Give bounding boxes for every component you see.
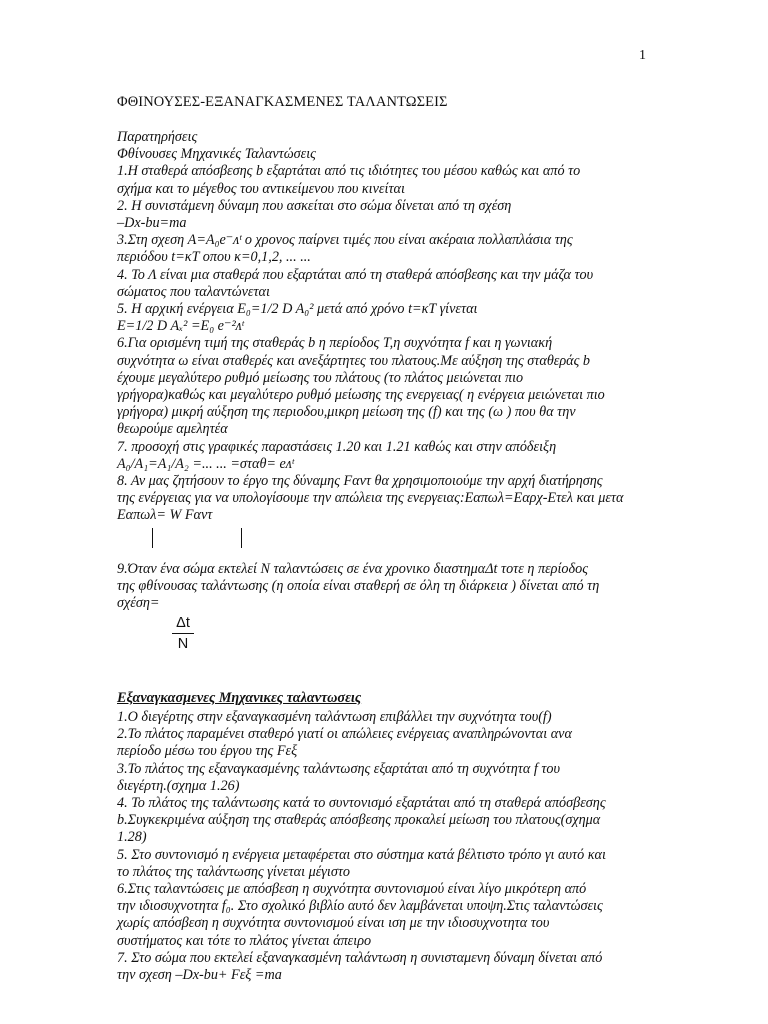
text-line: E=1/2 D Aₓ² =E₀ e⁻²ᴧᵗ	[117, 318, 244, 335]
text-line: την ιδιοσυχνοτητα f₀. Στο σχολικό βιβλίο αυτό δεν λαμβάνεται υπoψη.Στις ταλαντώσεις	[117, 898, 603, 915]
fraction-numerator: Δt	[176, 615, 190, 631]
text-line: έχουμε μεγαλύτερο ρυθμό μείωσης του πλάτους (το πλάτος μειώνεται πιο	[117, 369, 524, 386]
fraction-denominator: N	[177, 636, 189, 652]
text-line: 7. προσοχή στις γραφικές παραστάσεις 1.20 και 1.21 καθώς και στην απόδειξη	[117, 438, 557, 455]
absolute-value-bars	[150, 528, 250, 550]
text-line: της φθίνουσας ταλάντωσης (η οποία είναι σταθερή σε όλη τη διάρκεια ) δίνεται από τη	[117, 578, 600, 595]
text-line: σχέση=	[117, 595, 160, 612]
forced-oscillations-notes	[117, 709, 657, 984]
forced-oscillations-heading: Εξαναγκασμενες Μηχανικες ταλαντωσεις	[117, 690, 362, 706]
text-line: –Dx-bu=ma	[117, 215, 187, 232]
text-line: 5. Η αρχική ενέργεια E₀=1/2 D A₀² μετά από χρόνο t=κT γίνεται	[117, 301, 478, 318]
document-title: ΦΘΙΝΟΥΣΕΣ-ΕΞΑΝΑΓΚΑΣΜΕΝΕΣ ΤΑΛΑΝΤΩΣΕΙΣ	[117, 94, 448, 110]
text-line: της ενέργειας για να υπολογίσουμε την απώλεια της ενεργειας:Eαπωλ=Eαρχ-Eτελ και μετα	[117, 490, 624, 507]
text-line: την σχεση –Dx-bu+ Fεξ =ma	[117, 967, 282, 984]
text-line: διεγέρτη.(σχημα 1.26)	[117, 777, 240, 794]
text-line: 7. Στο σώμα που εκτελεί εξαναγκασμένη ταλάντωση η συνισταμενη δύναμη δίνεται από	[117, 949, 603, 966]
text-line: 8. Αν μας ζητήσουν το έργο της δύναμης Fαντ θα χρησιμοποιούμε την αρχή διατήρησης	[117, 473, 603, 490]
text-line: Φθίνουσες Μηχανικές Ταλαντώσεις	[117, 146, 316, 163]
text-line: χωρίς απόσβεση η συχνότητα συντονισμού είναι ιση με την ιδιοσυχνοτητα του	[117, 915, 550, 932]
text-line: 4. Το Λ είναι μια σταθερά που εξαρτάται από τη σταθερά απόσβεσης και την μάζα του	[117, 266, 594, 283]
text-line: b.Συγκεκριμένα αύξηση της σταθεράς απόσβεσης προκαλεί μείωση του πλατους(σχημα	[117, 812, 601, 829]
text-line: γρήγορα) μικρή αύξηση της περιοδου,μικρη μείωση της (f) και της (ω ) που θα την	[117, 404, 576, 421]
text-line: 4. Το πλάτος της ταλάντωσης κατά το συντονισμό εξαρτάται από τη σταθερά απόσβεσης	[117, 795, 606, 812]
text-line: A₀/A₁=A₁/A₂ =... ... =σταθ= eᴧᵗ	[117, 455, 294, 472]
text-line: θεωρούμε αμελητέα	[117, 421, 228, 438]
left-abs-bar	[152, 528, 153, 548]
text-line: περιόδου t=κT οπου κ=0,1,2, ... ...	[117, 249, 311, 266]
text-line: γρήγορα)καθώς και μεγαλύτερο ρυθμό μείωσης της ενεργειας( η ενέργεια μειώνεται πιο	[117, 387, 605, 404]
text-line: 2.Το πλάτος παραμένει σταθερό γιατί οι απώλειες ενέργειας αναπληρώνονται ανα	[117, 726, 572, 743]
period-relation-note	[117, 561, 657, 613]
damped-oscillations-notes	[117, 129, 657, 525]
text-line: συστήματος και τότε το πλάτος γίνεται άπειρο	[117, 932, 372, 949]
text-line: 1.Η σταθερά απόσβεσης b εξαρτάται από τις ιδιότητες του μέσου καθώς και από το	[117, 163, 581, 180]
text-line: 6.Στις ταλαντώσεις με απόσβεση η συχνότητα συντονισμού είναι λίγο μικρότερη από	[117, 881, 587, 898]
text-line: 2. Η συνιστάμενη δύναμη που ασκείται στο σώμα δίνεται από τη σχέση	[117, 197, 512, 214]
text-line: 1.28)	[117, 829, 147, 846]
text-line: 9.Όταν ένα σώμα εκτελεί N ταλαντώσεις σε ένα χρονικο διαστημαΔt τοτε η περίοδος	[117, 561, 588, 577]
period-fraction	[172, 615, 194, 653]
text-line: το πλάτος της ταλάντωσης γίνεται μέγιστο	[117, 863, 351, 880]
right-abs-bar	[241, 528, 242, 548]
text-line: 1.Ο διεγέρτης στην εξαναγκασμένη ταλάντωση επιβάλλει την συχνότητα του(f)	[117, 709, 552, 725]
text-line: σώματος που ταλαντώνεται	[117, 283, 270, 300]
text-line: 5. Στο συντονισμό η ενέργεια μεταφέρεται στο σύστημα κατά βέλτιστο τρόπο γι αυτό και	[117, 846, 606, 863]
text-line: Παρατηρήσεις	[117, 129, 198, 145]
text-line: 3.Το πλάτος της εξαναγκασμένης ταλάντωσης εξαρτάται από τη συχνότητα f του	[117, 760, 561, 777]
text-line: σχήμα και το μέγεθος του αντικείμενου που κινείται	[117, 180, 405, 197]
text-line: συχνότητα ω είναι σταθερές και ανεξάρτητες του πλατους.Με αύξηση της σταθεράς b	[117, 352, 591, 369]
page-number: 1	[639, 48, 646, 63]
text-line: περίοδο μέσω του έργου της Fεξ	[117, 743, 298, 760]
fraction-bar	[172, 633, 194, 634]
text-line: 6.Για ορισμένη τιμή της σταθεράς b η περίοδος T,η συχνότητα f και η γωνιακή	[117, 335, 553, 352]
text-line: 3.Στη σχεση A=A₀e⁻ᴧᵗ ο χρονος παίρνει τιμές που είναι ακέραια πολλαπλάσια της	[117, 232, 573, 249]
text-line: Eαπωλ= W Fαντ	[117, 507, 213, 524]
